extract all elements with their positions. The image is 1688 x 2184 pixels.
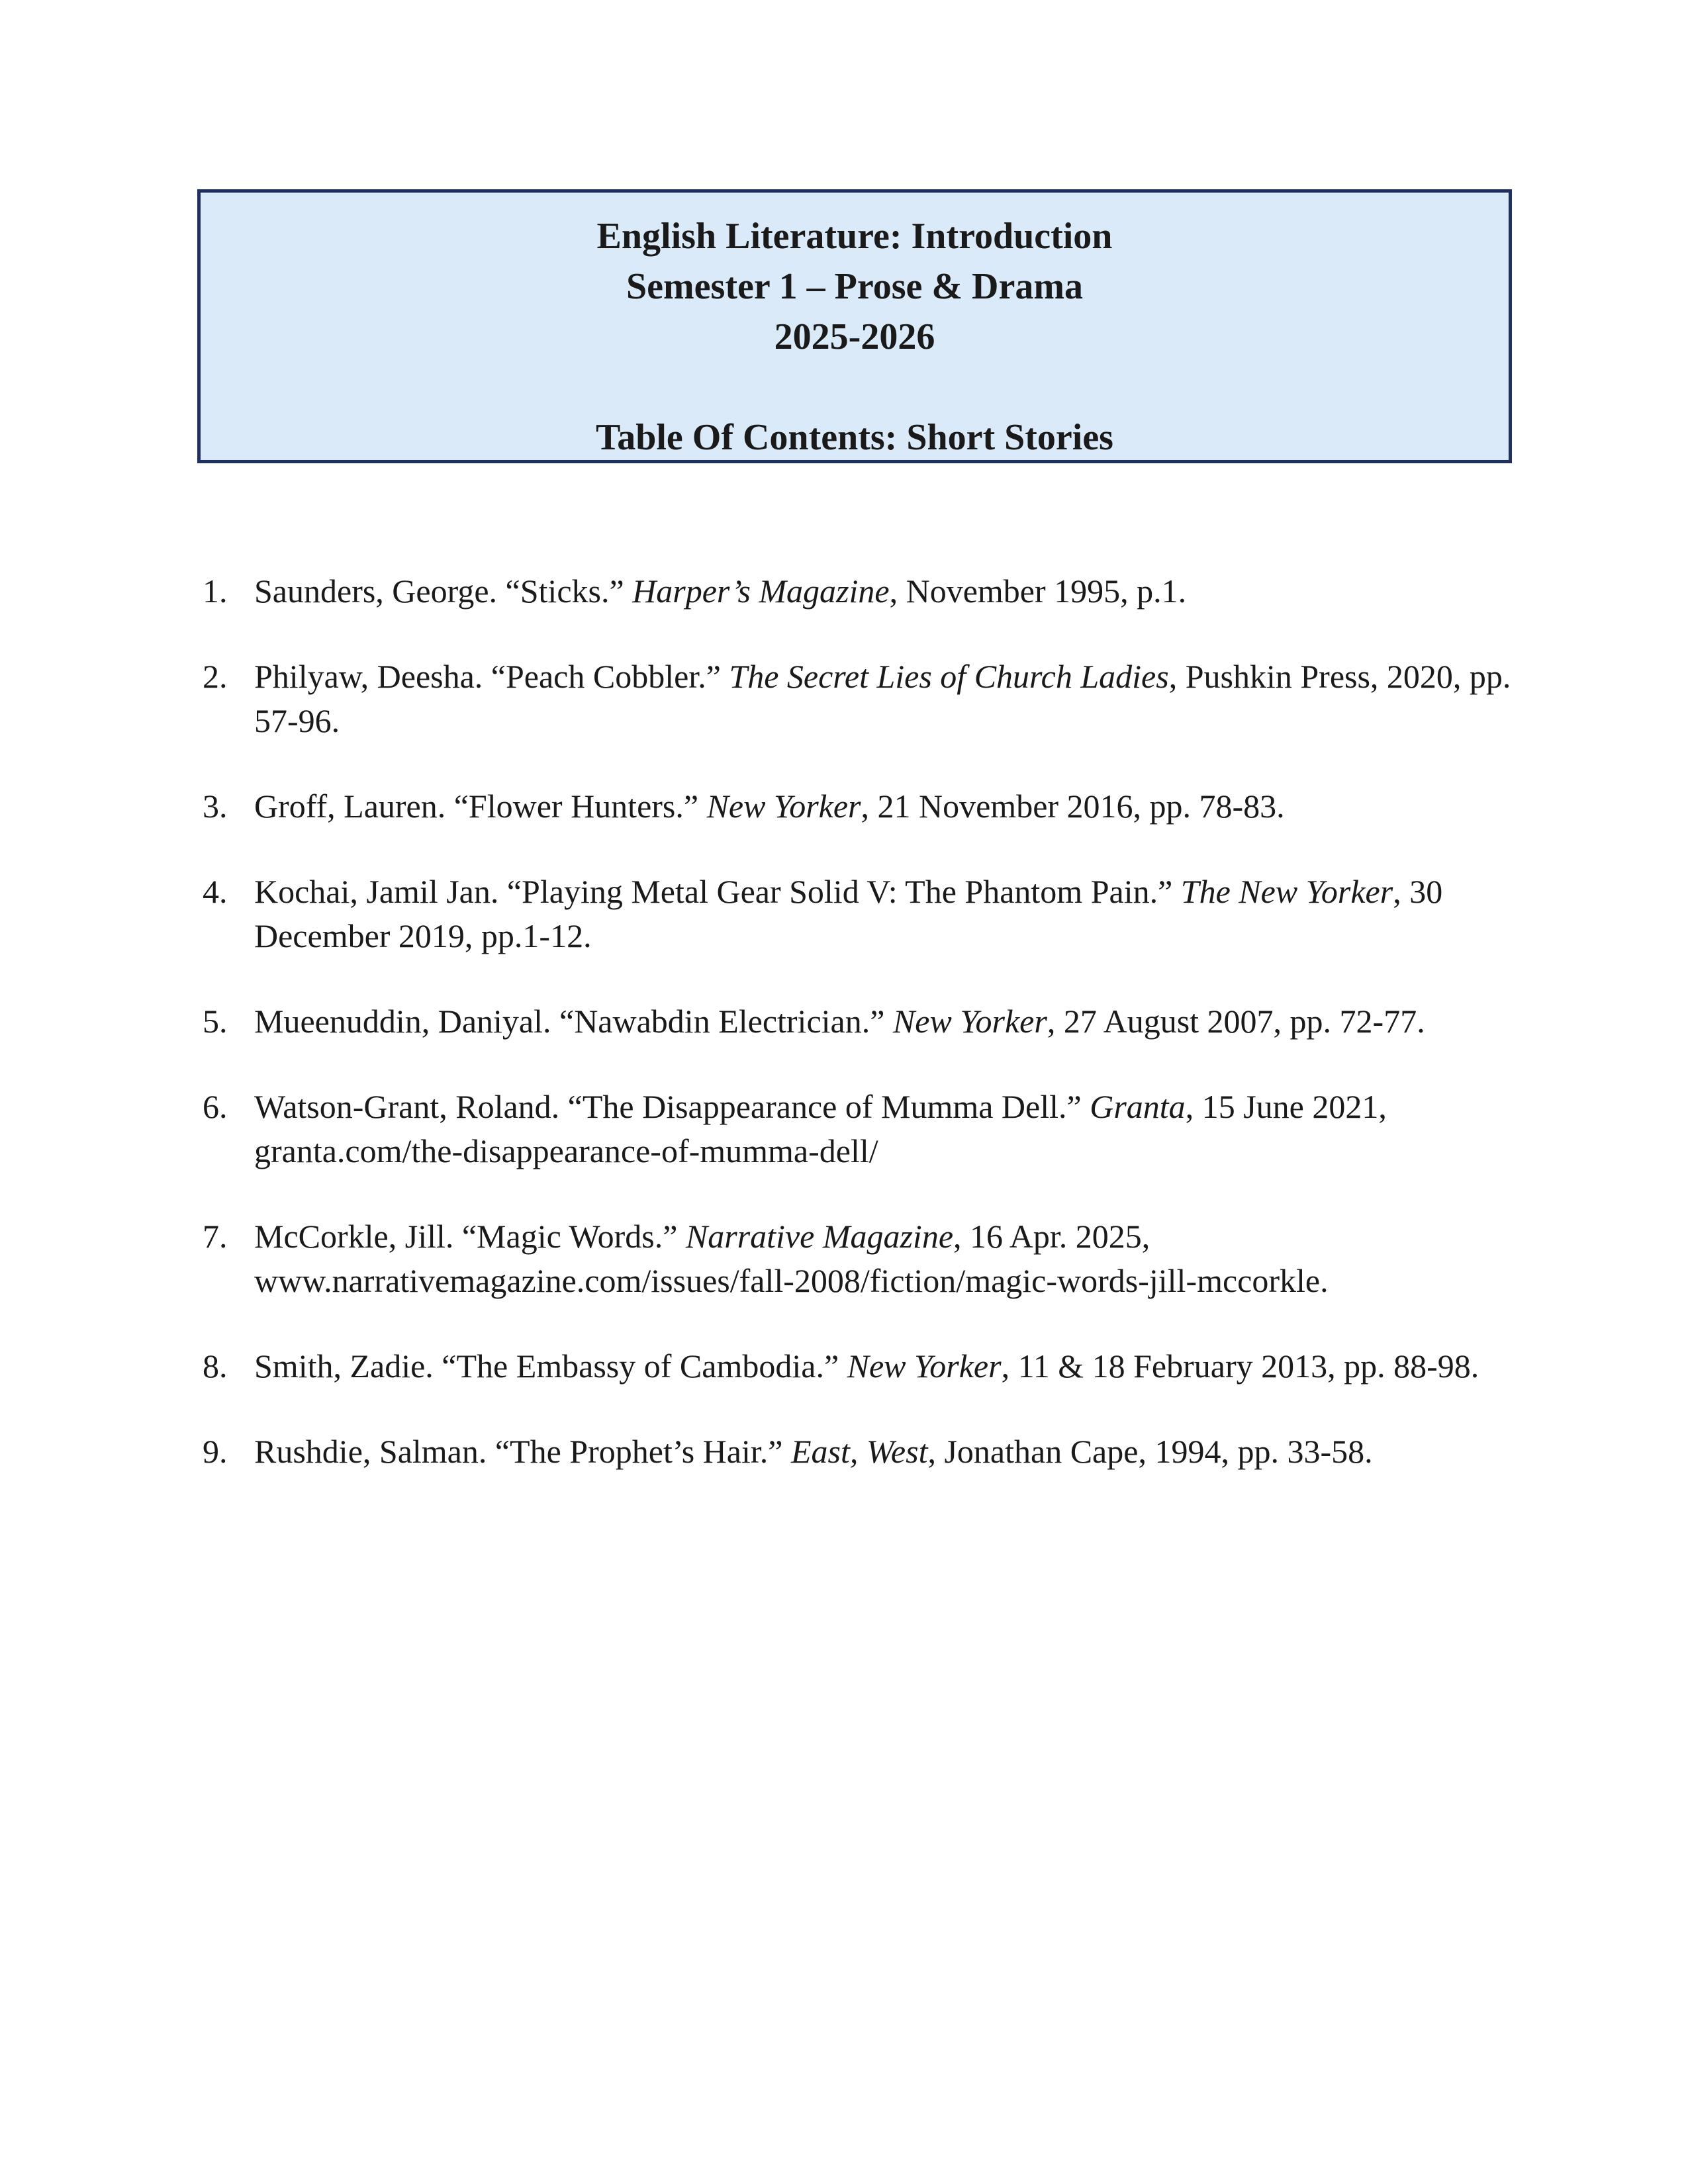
item-number: 4. bbox=[203, 873, 228, 910]
citation-details: , 11 & 18 February 2013, pp. 88-98. bbox=[1001, 1347, 1479, 1385]
list-item bbox=[197, 569, 1521, 614]
title-spacer bbox=[201, 362, 1509, 412]
citation-details: , Jonathan Cape, 1994, pp. 33-58. bbox=[927, 1433, 1373, 1470]
list-item bbox=[197, 1085, 1521, 1173]
title-box bbox=[197, 189, 1512, 463]
citation-source: New Yorker bbox=[706, 788, 861, 825]
citation-source: East, West bbox=[790, 1433, 928, 1470]
citation-source: Granta bbox=[1090, 1088, 1186, 1125]
academic-year: 2025-2026 bbox=[774, 316, 935, 357]
citation bbox=[254, 788, 1285, 825]
citation-source: New Yorker bbox=[847, 1347, 1002, 1385]
item-number: 5. bbox=[203, 1003, 228, 1040]
item-number: 1. bbox=[203, 572, 228, 610]
item-number: 9. bbox=[203, 1433, 228, 1470]
citation-details: , 27 August 2007, pp. 72-77. bbox=[1047, 1003, 1425, 1040]
list-item bbox=[197, 999, 1521, 1044]
citation-author-title: Watson-Grant, Roland. “The Disappearance of Mumma Dell.” bbox=[254, 1088, 1090, 1125]
citation-details: , 15 June 2021, granta.com/the-disappearance-of-mumma-dell/ bbox=[254, 1088, 1387, 1169]
citation-details: , 30 December 2019, pp.1-12. bbox=[254, 873, 1443, 954]
citation bbox=[254, 572, 1186, 610]
list-item bbox=[197, 1430, 1521, 1474]
course-title: English Literature: Introduction bbox=[596, 216, 1113, 257]
citation bbox=[254, 1218, 1329, 1299]
list-item bbox=[197, 870, 1521, 958]
citation-author-title: Saunders, George. “Sticks.” bbox=[254, 572, 633, 610]
citation-author-title: Groff, Lauren. “Flower Hunters.” bbox=[254, 788, 707, 825]
section-title: Table Of Contents: Short Stories bbox=[596, 417, 1113, 458]
citation-source: The New Yorker bbox=[1180, 873, 1393, 910]
citation-source: Narrative Magazine bbox=[685, 1218, 954, 1255]
citation-author-title: Rushdie, Salman. “The Prophet’s Hair.” bbox=[254, 1433, 791, 1470]
citation-source: New Yorker bbox=[892, 1003, 1047, 1040]
semester-title: Semester 1 – Prose & Drama bbox=[626, 266, 1083, 307]
list-item bbox=[197, 1214, 1521, 1303]
item-number: 2. bbox=[203, 658, 228, 695]
citation-author-title: Mueenuddin, Daniyal. “Nawabdin Electrician.” bbox=[254, 1003, 893, 1040]
list-item bbox=[197, 655, 1521, 743]
citation bbox=[254, 1347, 1479, 1385]
citation bbox=[254, 1088, 1387, 1169]
item-number: 7. bbox=[203, 1218, 228, 1255]
citation-author-title: Philyaw, Deesha. “Peach Cobbler.” bbox=[254, 658, 729, 695]
item-number: 6. bbox=[203, 1088, 228, 1125]
citation-details: , Pushkin Press, 2020, pp. 57-96. bbox=[254, 658, 1511, 739]
citation bbox=[254, 1003, 1425, 1040]
citation-source: The Secret Lies of Church Ladies bbox=[729, 658, 1169, 695]
citation-author-title: McCorkle, Jill. “Magic Words.” bbox=[254, 1218, 686, 1255]
list-item bbox=[197, 784, 1521, 829]
citation bbox=[254, 658, 1511, 739]
citation-author-title: Kochai, Jamil Jan. “Playing Metal Gear Solid V: The Phantom Pain.” bbox=[254, 873, 1181, 910]
table-of-contents bbox=[197, 569, 1521, 1515]
citation-details: , November 1995, p.1. bbox=[889, 572, 1187, 610]
citation-details: , 21 November 2016, pp. 78-83. bbox=[861, 788, 1285, 825]
citation bbox=[254, 873, 1442, 954]
citation-source: Harper’s Magazine bbox=[632, 572, 890, 610]
citation bbox=[254, 1433, 1373, 1470]
citation-details: , 16 Apr. 2025, www.narrativemagazine.com/issues/fall-2008/fiction/magic-words-jill-mccorkle. bbox=[254, 1218, 1329, 1299]
item-number: 3. bbox=[203, 788, 228, 825]
list-item bbox=[197, 1344, 1521, 1388]
item-number: 8. bbox=[203, 1347, 228, 1385]
citation-author-title: Smith, Zadie. “The Embassy of Cambodia.” bbox=[254, 1347, 847, 1385]
